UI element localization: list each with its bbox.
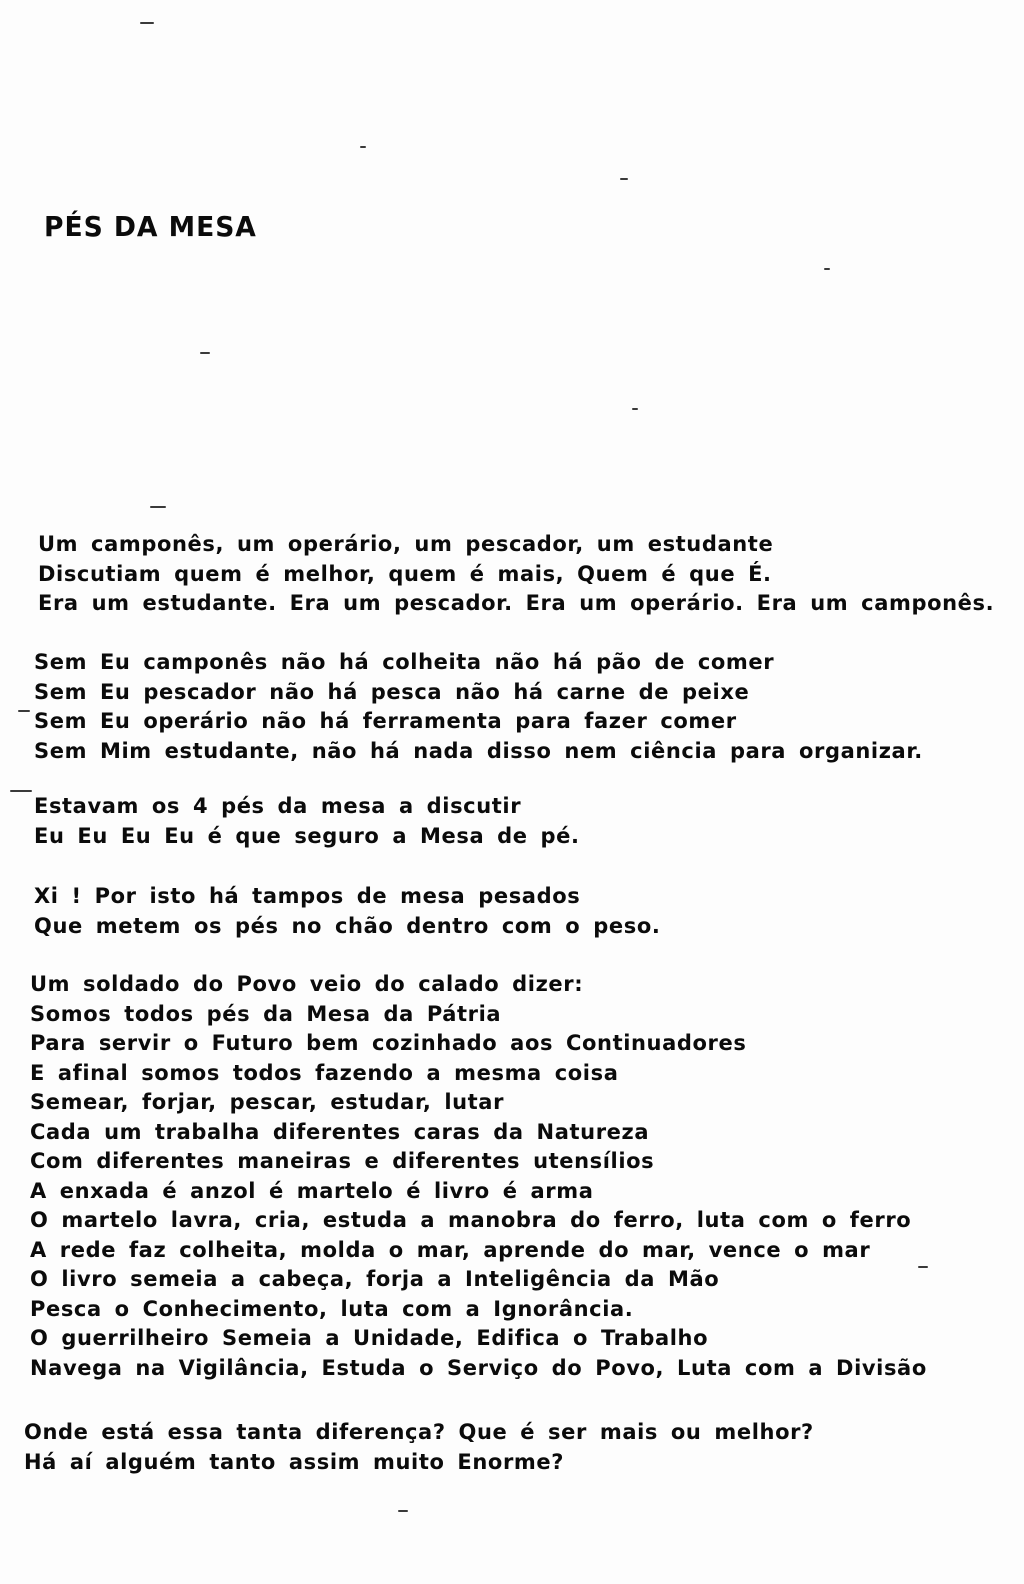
poem-line: Um camponês, um operário, um pescador, um estudante [38, 532, 774, 556]
stanza-4 [34, 882, 660, 941]
scan-speck [140, 22, 154, 24]
poem-line: Somos todos pés da Mesa da Pátria [30, 1001, 502, 1026]
poem-line: O guerrilheiro Semeia a Unidade, Edifica o Trabalho [30, 1326, 709, 1350]
scan-speck [10, 790, 32, 792]
poem-line: O livro semeia a cabeça, forja a Inteligência da Mão [30, 1267, 720, 1291]
stanza-5 [30, 970, 927, 1383]
poem-line: A rede faz colheita, molda o mar, aprende do mar, vence o mar [30, 1237, 871, 1262]
poem-line: Estavam os 4 pés da mesa a discutir [34, 794, 522, 818]
poem-line: Semear, forjar, pescar, estudar, lutar [30, 1090, 505, 1114]
poem-line: Sem Mim estudante, não há nada disso nem ciência para organizar. [34, 738, 923, 763]
poem-line: Cada um trabalha diferentes caras da Natureza [30, 1119, 650, 1144]
poem-line: Sem Eu camponês não há colheita não há pão de comer [34, 650, 775, 674]
poem-line: O martelo lavra, cria, estuda a manobra do ferro, luta com o ferro [30, 1208, 912, 1232]
poem-line: Para servir o Futuro bem cozinhado aos Continuadores [30, 1031, 747, 1055]
scan-speck [824, 268, 830, 270]
poem-line: Discutiam quem é melhor, quem é mais, Quem é que É. [38, 561, 772, 586]
poem-title: PÉS DA MESA [44, 210, 257, 243]
poem-line: Sem Eu operário não há ferramenta para fazer comer [34, 709, 737, 733]
poem-line: Xi ! Por isto há tampos de mesa pesados [34, 884, 581, 908]
poem-line: Eu Eu Eu Eu é que seguro a Mesa de pé. [34, 823, 580, 848]
poem-line: Sem Eu pescador não há pesca não há carne de peixe [34, 679, 750, 704]
stanza-3 [34, 792, 580, 851]
scan-speck [398, 1510, 408, 1512]
scan-speck [620, 178, 628, 180]
scan-speck [918, 1266, 928, 1268]
poem-line: Que metem os pés no chão dentro com o peso. [34, 913, 661, 938]
stanza-6 [24, 1418, 814, 1477]
poem-line: Há aí alguém tanto assim muito Enorme? [24, 1449, 565, 1474]
poem-line: E afinal somos todos fazendo a mesma coisa [30, 1060, 619, 1085]
scan-speck [150, 506, 166, 508]
scan-speck [200, 352, 210, 354]
poem-line: Pesca o Conhecimento, luta com a Ignorância. [30, 1296, 634, 1321]
poem-line: A enxada é anzol é martelo é livro é arma [30, 1178, 594, 1203]
poem-line: Com diferentes maneiras e diferentes utensílios [30, 1149, 655, 1173]
poem-line: Um soldado do Povo veio do calado dizer: [30, 972, 584, 996]
scan-speck [632, 408, 638, 410]
scan-speck [360, 146, 366, 148]
scan-speck [18, 710, 30, 712]
stanza-1 [38, 530, 994, 619]
stanza-2 [34, 648, 923, 766]
poem-line: Era um estudante. Era um pescador. Era um operário. Era um camponês. [38, 591, 995, 615]
poem-line: Onde está essa tanta diferença? Que é ser mais ou melhor? [24, 1420, 814, 1444]
poem-line: Navega na Vigilância, Estuda o Serviço do Povo, Luta com a Divisão [30, 1355, 927, 1380]
